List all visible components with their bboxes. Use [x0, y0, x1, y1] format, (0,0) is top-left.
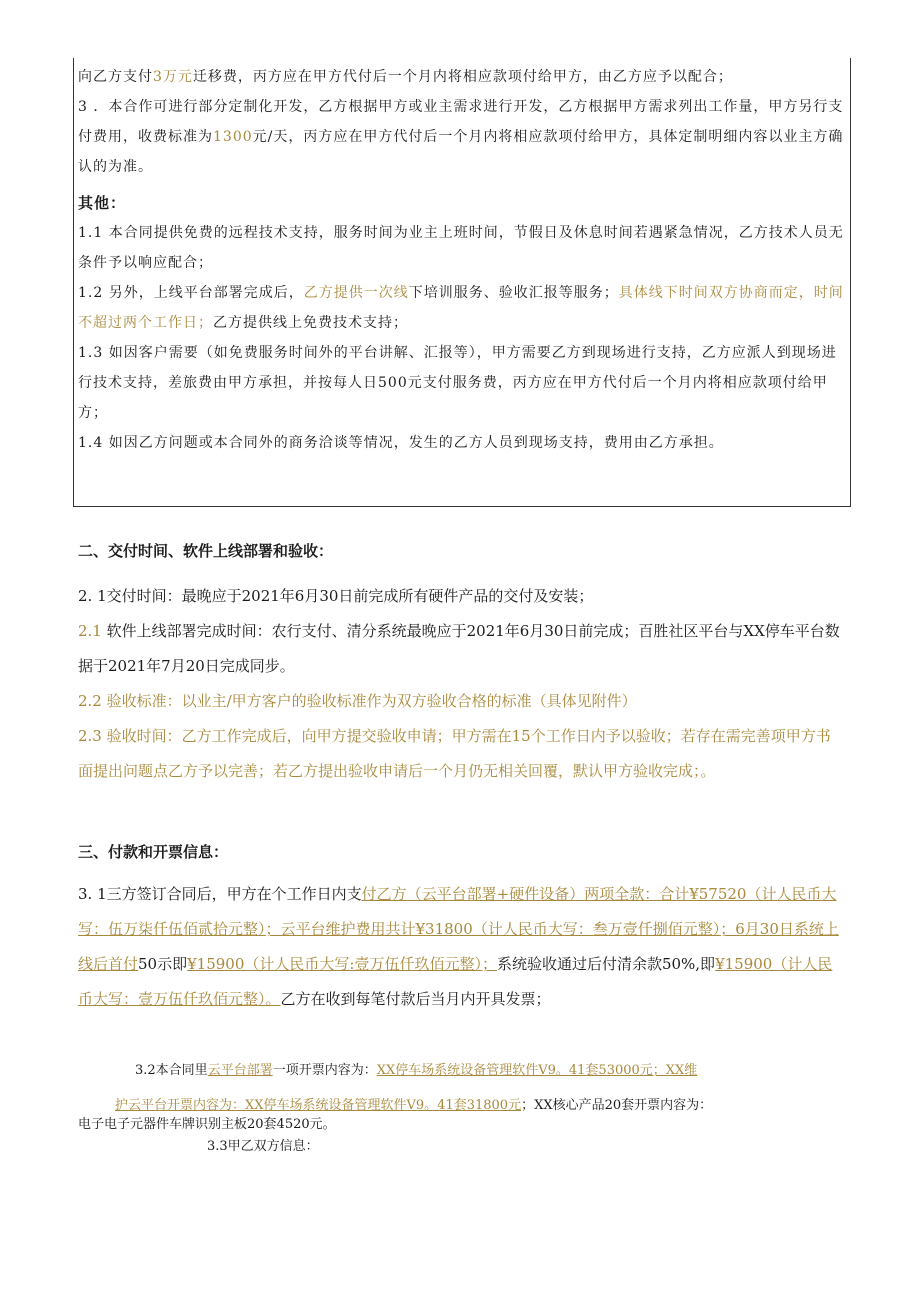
section-2-title: 二、交付时间、软件上线部署和验收：	[78, 542, 334, 560]
box-line-0: 向乙方支付3万元迁移费，丙方应在甲方代付后一个月内将相应款项付给甲方，由乙方应予以配合；	[78, 69, 733, 85]
section-2-item-4: 2.3 验收时间：乙方工作完成后，向甲方提交验收申请；甲方需在15个工作日内予以验收；若存在需完善项甲方书面提出问题点乙方予以完善；若乙方提出验收申请后一个月仍无相关回覆，默认甲方验收完成；。	[78, 727, 831, 780]
highlight-fee: 3万元	[153, 69, 193, 85]
invoice-line-3: 电子电子元器件车牌识别主板20套4520元。	[78, 1117, 336, 1132]
other-item-1-2: 1.2 另外，上线平台部署完成后，乙方提供一次线下培训服务、验收汇报等服务；具体线下时间双方协商而定，时间不超过两个工作日；乙方提供线上免费技术支持；	[78, 285, 844, 331]
other-item-1-4: 1.4 如因乙方问题或本合同外的商务洽谈等情况，发生的乙方人员到现场支持，费用由乙方承担。	[78, 435, 724, 451]
section-2-item-1: 2. 1交付时间：最晚应于2021年6月30日前完成所有硬件产品的交付及安装；	[78, 587, 594, 605]
section-2-item-3: 2.2 验收标准：以业主/甲方客户的验收标准作为双方验收合格的标准（具体见附件）	[78, 692, 637, 710]
box-item-3: 3 ．本合作可进行部分定制化开发，乙方根据甲方或业主需求进行开发，乙方根据甲方需求列出工作量，甲方另行支付费用，收费标准为1300元/天，丙方应在甲方代付后一个月内将相应款项付给甲方，具体定制明细内容以业主方确认的为准。	[78, 99, 844, 175]
section-3-item-1: 3. 1三方签订合同后，甲方在个工作日内支付乙方（云平台部署+硬件设备）两项全款：合计¥57520（计人民币大写：伍万柒仟伍佰贰拾元整）；云平台维护费用共计¥31800（计人民币大写：叁万壹仟捌佰元整）；6月30日系统上线后首付50示即¥15900（计人民币大写:壹万伍仟玖佰元整）；系统验收通过后付清余款50%,即¥15900（计人民币大写：壹万伍仟玖佰元整）。乙方在收到每笔付款后当月内开具发票；	[78, 885, 839, 1008]
other-heading: 其他：	[78, 194, 127, 212]
invoice-line-2: 护云平台开票内容为：XX停车场系统设备管理软件V9。41套31800元；XX核心产品20套开票内容为：	[115, 1098, 713, 1113]
section-3-title: 三、付款和开票信息：	[78, 843, 229, 861]
section-2-item-2: 2.1 软件上线部署完成时间：农行支付、清分系统最晚应于2021年6月30日前完成；百胜社区平台与XX停车平台数据于2021年7月20日完成同步。	[78, 622, 840, 675]
party-info-heading: 3.3甲乙双方信息：	[207, 1139, 319, 1154]
highlight-rate: 1300	[213, 129, 253, 145]
clause-box	[73, 58, 851, 507]
other-item-1-1: 1.1 本合同提供免费的远程技术支持，服务时间为业主上班时间，节假日及休息时间若遇紧急情况，乙方技术人员无条件予以响应配合；	[78, 225, 844, 271]
invoice-line-1: 3.2本合同里云平台部署一项开票内容为：XX停车场系统设备管理软件V9。41套53000元；XX维	[135, 1063, 698, 1078]
other-item-1-3: 1.3 如因客户需要（如免费服务时间外的平台讲解、汇报等），甲方需要乙方到现场进行支持，乙方应派人到现场进行技术支持，差旅费由甲方承担，并按每人日500元支付服务费，丙方应在甲方代付后一个月内将相应款项付给甲方；	[78, 345, 837, 421]
